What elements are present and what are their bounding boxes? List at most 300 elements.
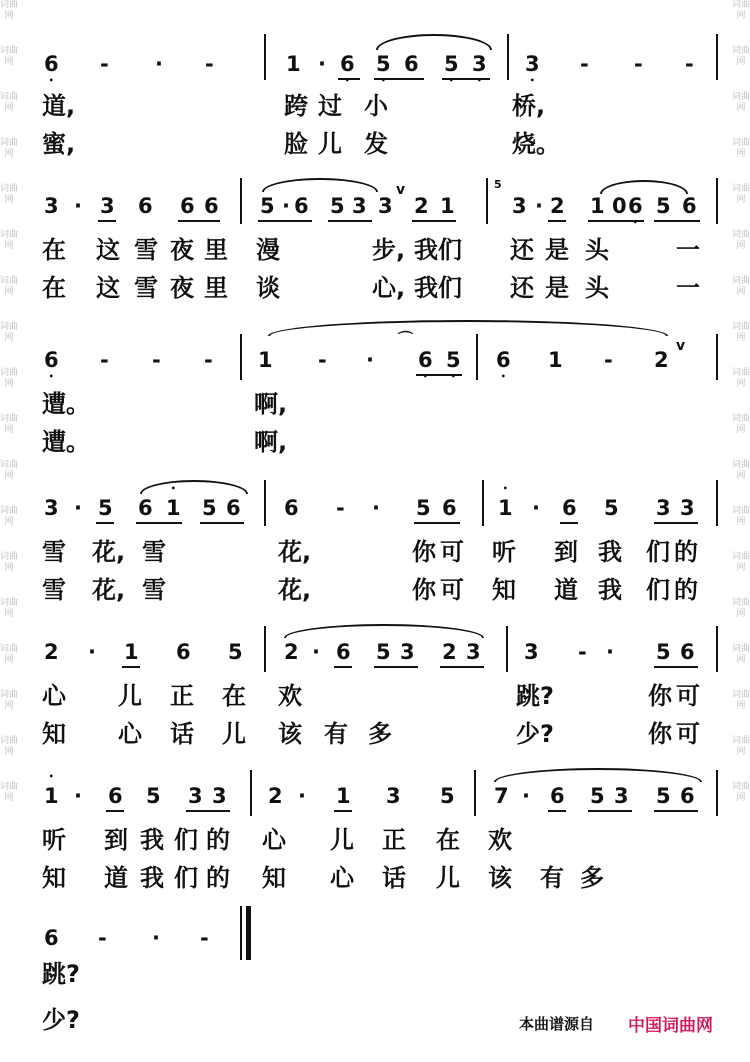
lyric: 知	[262, 864, 286, 892]
note: ·	[298, 784, 306, 808]
lyric: 儿	[118, 682, 142, 710]
lyric: 话	[382, 864, 406, 892]
lyric: 你	[648, 682, 672, 710]
note: ·	[532, 496, 540, 520]
note: 6	[404, 52, 419, 76]
lyric: 雪	[134, 274, 158, 302]
lyric: 头	[585, 236, 609, 264]
note: ·	[74, 496, 82, 520]
lyric: 一	[676, 236, 700, 264]
lyric: 知	[492, 576, 516, 604]
note: 3	[680, 496, 695, 520]
lyric: 头	[585, 274, 609, 302]
watermark-text: 词曲网	[0, 690, 18, 711]
lyric: 儿	[436, 864, 460, 892]
slur	[140, 480, 248, 494]
note: 6	[682, 194, 697, 218]
lyric: 一	[676, 274, 700, 302]
barline	[507, 34, 509, 80]
watermark-text: 词曲网	[0, 230, 18, 251]
underline	[416, 374, 462, 376]
barline	[240, 334, 242, 380]
barline	[716, 480, 718, 526]
watermark-text: 词曲网	[0, 506, 18, 527]
note: 1	[440, 194, 455, 218]
lyric: 你	[648, 720, 672, 748]
note: 3 •	[472, 52, 487, 76]
lyric: 发	[364, 130, 388, 158]
barline	[716, 770, 718, 816]
note: ·	[74, 784, 82, 808]
lyric: 我们	[414, 274, 462, 302]
note: 6	[138, 194, 153, 218]
note: 1	[548, 348, 563, 372]
lyric: 到	[554, 538, 578, 566]
note: 6	[680, 784, 695, 808]
note: ·	[372, 496, 380, 520]
slur	[262, 178, 378, 192]
lyric: 跳?	[516, 682, 554, 710]
note: 5	[98, 496, 113, 520]
note: -	[578, 640, 587, 664]
final-barline-thin	[240, 906, 242, 960]
note: 6	[562, 496, 577, 520]
grace-note: 5	[494, 178, 502, 191]
lyric: 在	[42, 274, 66, 302]
barline	[506, 626, 508, 672]
note: 6	[138, 496, 153, 520]
slur	[600, 180, 688, 194]
underline	[654, 666, 698, 668]
lyric: 夜	[170, 236, 194, 264]
lyric: 在	[436, 826, 460, 854]
note: • 1	[44, 784, 59, 808]
note: -	[580, 52, 589, 76]
note: ·	[74, 194, 82, 218]
barline	[716, 626, 718, 672]
underline	[98, 220, 116, 222]
lyric: 心	[262, 826, 286, 854]
underline	[136, 522, 182, 524]
final-barline-thick	[246, 906, 251, 960]
note: 6	[108, 784, 123, 808]
lyric: 在	[42, 236, 66, 264]
note: 2	[268, 784, 283, 808]
lyric: 跨	[284, 92, 308, 120]
watermark-text: 词曲网	[732, 46, 750, 67]
barline	[716, 34, 718, 80]
lyric: 到	[104, 826, 128, 854]
underline	[338, 78, 360, 80]
watermark-text: 词曲网	[732, 368, 750, 389]
watermark-text: 词曲网	[0, 184, 18, 205]
lyric: 正	[382, 826, 406, 854]
lyric: 知	[42, 864, 66, 892]
lyric: 桥,	[512, 92, 546, 120]
note: 3	[352, 194, 367, 218]
watermark-text: 词曲网	[732, 230, 750, 251]
note: 1	[590, 194, 605, 218]
watermark-text: 词曲网	[0, 598, 18, 619]
lyric: 欢	[278, 682, 302, 710]
watermark-text: 词曲网	[732, 506, 750, 527]
lyric: 听	[42, 826, 66, 854]
lyric: 儿	[330, 826, 354, 854]
note: 5	[440, 784, 455, 808]
lyric: 漫	[256, 236, 280, 264]
note: 6	[550, 784, 565, 808]
underline	[412, 220, 456, 222]
lyric: 儿	[222, 720, 246, 748]
note: 3	[100, 194, 115, 218]
lyric: 可	[440, 538, 464, 566]
lyric: 你	[412, 576, 436, 604]
note: 6 •	[628, 194, 643, 218]
lyric: 们	[174, 826, 198, 854]
watermark-text: 词曲网	[732, 598, 750, 619]
lyric: 蜜,	[42, 130, 76, 158]
lyric: 雪	[134, 236, 158, 264]
underline	[96, 522, 114, 524]
note: -	[685, 52, 694, 76]
note: 5	[228, 640, 243, 664]
watermark-text: 词曲网	[0, 368, 18, 389]
lyric: 知	[42, 720, 66, 748]
watermark-text: 词曲网	[732, 184, 750, 205]
watermark-text: 词曲网	[0, 46, 18, 67]
lyric: 遭。	[42, 390, 90, 418]
left-watermark-strip	[0, 0, 18, 1062]
note: -	[634, 52, 643, 76]
note: ·	[366, 348, 374, 372]
note: 2	[44, 640, 59, 664]
lyric: 听	[492, 538, 516, 566]
note: 6	[226, 496, 241, 520]
underline	[560, 522, 578, 524]
lyric: 雪	[42, 538, 66, 566]
watermark-text: 词曲网	[0, 552, 18, 573]
lyric: 烧。	[512, 130, 560, 158]
lyric: 们	[646, 538, 670, 566]
lyric: 可	[440, 576, 464, 604]
turn-ornament: ⌒	[398, 330, 414, 348]
note: 5	[146, 784, 161, 808]
note: ·	[606, 640, 614, 664]
lyric: 雪	[142, 576, 166, 604]
lyric: 遭。	[42, 428, 90, 456]
underline	[186, 810, 230, 812]
watermark-text: 词曲网	[0, 0, 18, 21]
note: ·	[535, 194, 543, 218]
note: 2	[654, 348, 669, 372]
note: 5	[260, 194, 275, 218]
note: 3	[188, 784, 203, 808]
lyric: 还	[510, 236, 534, 264]
lyric: 脸	[284, 130, 308, 158]
note: 3	[524, 640, 539, 664]
note: 3	[386, 784, 401, 808]
lyric: 正	[170, 682, 194, 710]
watermark-text: 词曲网	[732, 736, 750, 757]
slur	[284, 624, 484, 638]
breath-mark: v	[396, 182, 406, 198]
underline	[258, 220, 312, 222]
underline	[374, 666, 418, 668]
lyric: 们	[646, 576, 670, 604]
lyric: 花,	[92, 576, 126, 604]
watermark-text: 词曲网	[732, 414, 750, 435]
note: 3	[400, 640, 415, 664]
lyric: 花,	[278, 538, 312, 566]
lyric: 们	[174, 864, 198, 892]
lyric: 道	[104, 864, 128, 892]
underline	[414, 522, 460, 524]
note: 1	[336, 784, 351, 808]
note: 6	[284, 496, 299, 520]
note: 1	[124, 640, 139, 664]
barline	[486, 178, 488, 224]
lyric: 的	[674, 576, 698, 604]
note: 3	[212, 784, 227, 808]
lyric: 在	[222, 682, 246, 710]
watermark-text: 词曲网	[732, 644, 750, 665]
underline	[654, 220, 700, 222]
note: 5	[330, 194, 345, 218]
note: 5 •	[446, 348, 461, 372]
lyric: 雪	[42, 576, 66, 604]
note: 5	[656, 640, 671, 664]
underline	[654, 522, 698, 524]
barline	[264, 626, 266, 672]
lyric: 有	[540, 864, 564, 892]
note: 5	[416, 496, 431, 520]
note: ·	[312, 640, 320, 664]
note: 6	[294, 194, 309, 218]
watermark-text: 词曲网	[732, 138, 750, 159]
underline	[440, 666, 484, 668]
watermark-text: 词曲网	[732, 460, 750, 481]
barline	[482, 480, 484, 526]
lyric: 是	[545, 236, 569, 264]
lyric: 多	[580, 864, 604, 892]
lyric: 道	[554, 576, 578, 604]
underline	[654, 810, 698, 812]
lyric: 心	[330, 864, 354, 892]
watermark-text: 词曲网	[0, 92, 18, 113]
underline	[588, 220, 644, 222]
lyric: 心	[42, 682, 66, 710]
watermark-text: 词曲网	[732, 0, 750, 21]
note: 6	[336, 640, 351, 664]
lyric: 我	[598, 538, 622, 566]
barline	[240, 178, 242, 224]
note: 5 •	[444, 52, 459, 76]
barline	[476, 334, 478, 380]
note: 5	[376, 640, 391, 664]
note: -	[336, 496, 345, 520]
note: • 1	[498, 496, 513, 520]
note: -	[205, 52, 214, 76]
note: ·	[318, 52, 326, 76]
site-link[interactable]: 中国词曲网	[628, 1016, 713, 1036]
note: 6	[44, 926, 59, 950]
note: 3	[466, 640, 481, 664]
lyric: 多	[368, 720, 392, 748]
note: ·	[522, 784, 530, 808]
note: 7	[494, 784, 509, 808]
barline	[250, 770, 252, 816]
lyric: 可	[676, 682, 700, 710]
watermark-text: 词曲网	[0, 782, 18, 803]
note: 3	[378, 194, 393, 218]
watermark-text: 词曲网	[732, 690, 750, 711]
source-label: 本曲谱源自	[519, 1015, 595, 1033]
lyric: 我	[140, 864, 164, 892]
lyric: 少?	[42, 1006, 80, 1034]
note: 5	[202, 496, 217, 520]
note: • 1	[166, 496, 181, 520]
lyric: 是	[545, 274, 569, 302]
lyric: 花,	[278, 576, 312, 604]
watermark-text: 词曲网	[0, 644, 18, 665]
note: 5 •	[376, 52, 391, 76]
note: 2	[442, 640, 457, 664]
watermark-text: 词曲网	[732, 322, 750, 343]
note: 3	[656, 496, 671, 520]
note: 2	[284, 640, 299, 664]
note: 5	[604, 496, 619, 520]
lyric: 还	[510, 274, 534, 302]
lyric: 心	[118, 720, 142, 748]
lyric: 里	[204, 236, 228, 264]
note: 1	[286, 52, 301, 76]
underline	[200, 522, 244, 524]
note: 3	[512, 194, 527, 218]
watermark-text: 词曲网	[0, 138, 18, 159]
note: 6	[176, 640, 191, 664]
note: -	[98, 926, 107, 950]
note: 3	[614, 784, 629, 808]
lyric: 步,	[372, 236, 406, 264]
lyric: 该	[488, 864, 512, 892]
lyric: 你	[412, 538, 436, 566]
lyric: 儿	[318, 130, 342, 158]
barline	[716, 178, 718, 224]
watermark-text: 词曲网	[0, 276, 18, 297]
watermark-text: 词曲网	[732, 276, 750, 297]
slur	[376, 34, 492, 50]
lyric: 我们	[414, 236, 462, 264]
note: 6	[680, 640, 695, 664]
lyric: 小	[364, 92, 388, 120]
watermark-text: 词曲网	[0, 322, 18, 343]
note: -	[204, 348, 213, 372]
right-watermark-strip	[732, 0, 750, 1062]
watermark-text: 词曲网	[732, 782, 750, 803]
lyric: 啊,	[254, 428, 288, 456]
underline	[442, 78, 490, 80]
note: 0	[612, 194, 627, 218]
underline	[106, 810, 124, 812]
note: 6 •	[44, 348, 59, 372]
lyric: 心,	[372, 274, 406, 302]
lyric: 可	[676, 720, 700, 748]
underline	[374, 78, 424, 80]
watermark-text: 词曲网	[732, 92, 750, 113]
underline	[548, 810, 566, 812]
lyric: 夜	[170, 274, 194, 302]
lyric: 花,	[92, 538, 126, 566]
note: ·	[88, 640, 96, 664]
underline	[122, 666, 140, 668]
note: 6 •	[340, 52, 355, 76]
slur	[494, 768, 702, 782]
underline	[178, 220, 220, 222]
breath-mark: v	[676, 338, 686, 354]
watermark-text: 词曲网	[732, 552, 750, 573]
note: 5	[590, 784, 605, 808]
note: -	[100, 348, 109, 372]
note: -	[100, 52, 109, 76]
lyric: 少?	[516, 720, 554, 748]
note: ·	[152, 926, 160, 950]
lyric: 雪	[142, 538, 166, 566]
lyric: 我	[140, 826, 164, 854]
slur	[268, 320, 668, 336]
underline	[548, 220, 566, 222]
barline	[474, 770, 476, 816]
note: 2	[414, 194, 429, 218]
lyric: 里	[204, 274, 228, 302]
underline	[328, 220, 372, 222]
barline	[716, 334, 718, 380]
note: ·	[282, 194, 290, 218]
note: 6	[180, 194, 195, 218]
note: 3 •	[525, 52, 540, 76]
note: 5	[656, 784, 671, 808]
lyric: 这	[96, 274, 120, 302]
note: 6 •	[496, 348, 511, 372]
lyric: 话	[170, 720, 194, 748]
underline	[334, 666, 352, 668]
note: ·	[155, 52, 163, 76]
note: 3	[44, 496, 59, 520]
barline	[264, 34, 266, 80]
lyric: 的	[206, 826, 230, 854]
note: -	[152, 348, 161, 372]
underline	[588, 810, 632, 812]
note: 6	[204, 194, 219, 218]
lyric: 欢	[488, 826, 512, 854]
lyric: 这	[96, 236, 120, 264]
note: -	[200, 926, 209, 950]
lyric: 跳?	[42, 960, 80, 988]
watermark-text: 词曲网	[0, 460, 18, 481]
watermark-text: 词曲网	[0, 414, 18, 435]
lyric: 的	[206, 864, 230, 892]
lyric: 该	[278, 720, 302, 748]
note: 1	[258, 348, 273, 372]
note: 6 •	[44, 52, 59, 76]
lyric: 我	[598, 576, 622, 604]
underline	[334, 810, 352, 812]
note: 5	[656, 194, 671, 218]
lyric: 道,	[42, 92, 76, 120]
lyric: 的	[674, 538, 698, 566]
note: 3	[44, 194, 59, 218]
barline	[264, 480, 266, 526]
note: -	[318, 348, 327, 372]
